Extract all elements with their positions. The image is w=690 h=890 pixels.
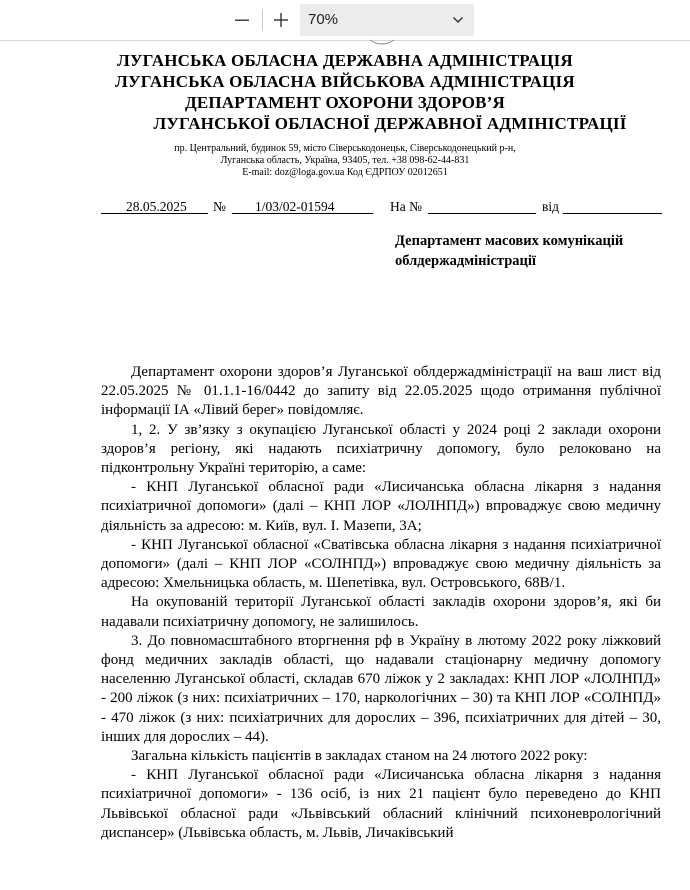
letter-body (101, 363, 661, 843)
zoom-level-select[interactable] (300, 4, 474, 36)
outgoing-number: 1/03/02-01594 (255, 199, 335, 214)
document-page (0, 41, 690, 890)
zoom-out-button[interactable] (228, 6, 256, 34)
paragraph: На окупованій території Луганської області закладів охорони здоров’я, які би надавали психіатричну допомогу, не залишилось. (101, 594, 661, 630)
recipient-block: Департамент масових комунікацій облдержадміністрації (395, 233, 624, 269)
pdf-toolbar (0, 0, 690, 40)
toolbar-divider (262, 10, 263, 30)
header-line-2: ЛУГАНСЬКА ОБЛАСНА ВІЙСЬКОВА АДМІНІСТРАЦІЯ (115, 72, 575, 91)
paragraph: - КНП Луганської обласної ради «Лисичанська обласна лікарня з надання психіатричної допомоги» (далі – КНП ЛОР «ЛОЛНПД») впроваджує свою медичну діяльність за адресою: м. Київ, вул. І. Мазепи, 3А; (101, 479, 661, 534)
paragraph: 1, 2. У зв’язку з окупацією Луганської області у 2024 році 2 заклади охорони здоров’я регіону, які надають психіатричну допомогу, було релоковано на підконтрольну Україні територію, а саме: (101, 421, 661, 477)
header-line-4: ЛУГАНСЬКОЇ ОБЛАСНОЇ ДЕРЖАВНОЇ АДМІНІСТРАЦІЇ (153, 114, 627, 133)
paragraph: - КНП Луганської обласної ради «Лисичанська обласна лікарня з надання психіатричної допомоги» - 136 осіб, із них 21 пацієнт було переведено до КНП Львівської обласної ради «Львівський обласний клінічний психоневрологічний диспансер» (Львівська область, м. Львів, Личаківський (101, 767, 661, 841)
reply-number-underline (428, 213, 536, 214)
minus-icon (234, 12, 250, 28)
address-line-3: E-mail: doz@loga.gov.ua Код ЄДРПОУ 02012651 (242, 167, 448, 178)
address-line-2: Луганська область, Україна, 93405, тел. +38 098-62-44-831 (220, 155, 470, 166)
paragraph: - КНП Луганської обласної «Сватівська обласна лікарня з надання психіатричної допомоги» (далі – КНП ЛОР «СОЛНПД») впроваджує свою медичну діяльність за адресою: Хмельницька область, м. Шепетівка, вул. Островського, 68В/1. (101, 536, 661, 592)
paragraph: 3. До повномасштабного вторгнення рф в Україну в лютому 2022 року ліжковий фонд медичних закладів області, що надавали стаціонарну медичну допомогу населенню Луганської області, складав 670 ліжок у 2 закладах: КНП ЛОР «ЛОЛНПД» - 200 ліжок (з них: психіатричних – 170, наркологічних – 30) та КНП ЛОР «СОЛНПД» - 470 ліжок (з них: психіатричних для дорослих – 396, психіатричних для дітей – 30, інших для дорослих – 44). (101, 632, 661, 745)
address-line-1: пр. Центральний, будинок 59, місто Сіверськодонецьк, Сіверськодонецький р-н, (174, 143, 516, 154)
reply-date-underline (563, 213, 662, 214)
reply-date-label: від (542, 199, 559, 214)
zoom-level-value: 70% (308, 11, 339, 28)
outgoing-date: 28.05.2025 (126, 199, 187, 214)
paragraph: Загальна кількість пацієнтів в закладах станом на 24 лютого 2022 року: (131, 748, 588, 765)
reply-number-label: На № (390, 199, 422, 214)
chevron-down-icon (452, 14, 464, 26)
header-line-3: ДЕПАРТАМЕНТ ОХОРОНИ ЗДОРОВ’Я (184, 93, 506, 112)
outgoing-number-label: № (213, 199, 226, 214)
paragraph: Департамент охорони здоров’я Луганської облдержадміністрації на ваш лист від 22.05.2025 № 01.1.1-16/0442 до запиту від 22.05.2025 щодо отримання публічної інформації ІА «Лівий берег» повідомляє. (101, 364, 661, 419)
zoom-in-button[interactable] (267, 6, 295, 34)
plus-icon (273, 12, 289, 28)
header-line-1: ЛУГАНСЬКА ОБЛАСНА ДЕРЖАВНА АДМІНІСТРАЦІЯ (117, 51, 573, 70)
